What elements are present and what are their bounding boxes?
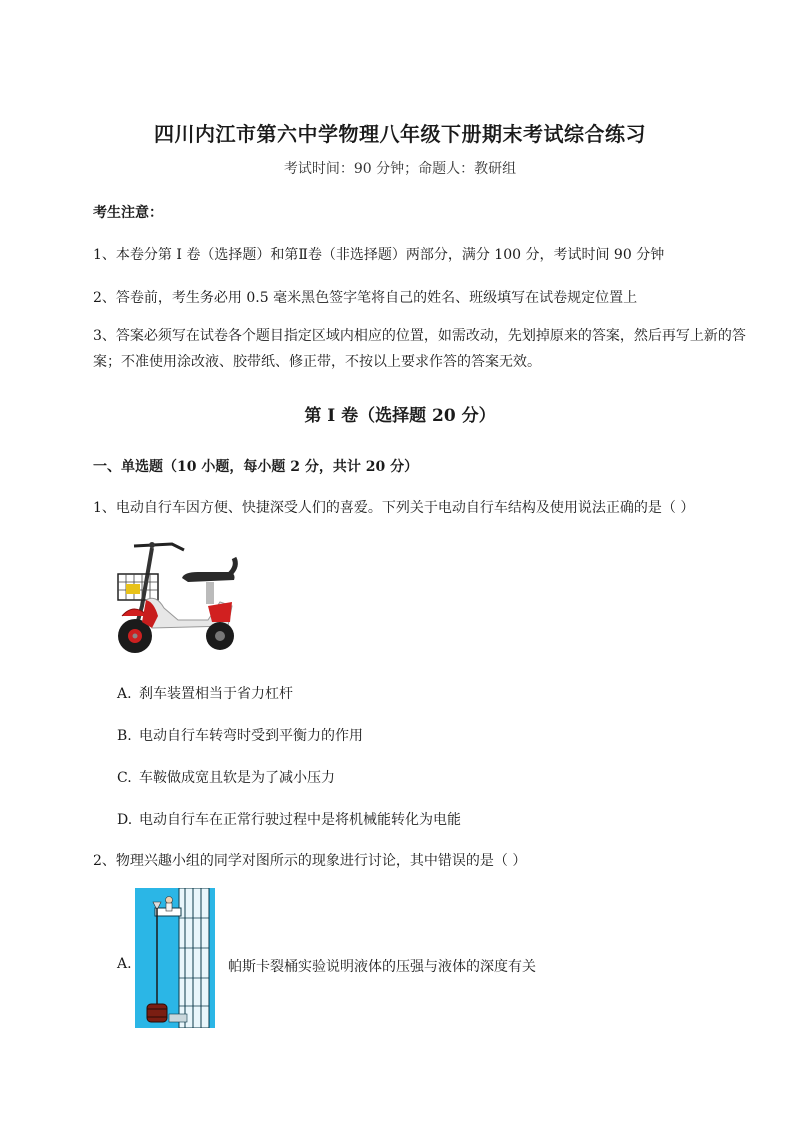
option-text: 电动自行车在正常行驶过程中是将机械能转化为电能: [139, 812, 461, 828]
notice-item-3: 3、答案必须写在试卷各个题目指定区域内相应的位置，如需改动，先划掉原来的答案，然后再写上新的答案；不准使用涂改液、胶带纸、修正带，不按以上要求作答的答案无效。: [93, 328, 746, 370]
option-letter: D.: [117, 812, 133, 828]
page-subtitle: 考试时间：90 分钟；命题人：教研组: [283, 161, 517, 177]
question-1-option-d[interactable]: [117, 809, 461, 829]
electric-scooter-image: [112, 536, 244, 660]
option-text: 车鞍做成宽且软是为了减小压力: [139, 770, 335, 786]
pascal-barrel-image: [135, 888, 215, 1028]
option-letter: C.: [117, 770, 132, 786]
question-1-stem: 1、电动自行车因方便、快捷深受人们的喜爱。下列关于电动自行车结构及使用说法正确的是（ ）: [93, 500, 695, 516]
question-2-option-a-text: 帕斯卡裂桶实验说明液体的压强与液体的深度有关: [228, 959, 536, 975]
part-title: 一、单选题（10 小题，每小题 2 分，共计 20 分）: [93, 459, 419, 475]
question-1-option-b[interactable]: [117, 725, 363, 745]
notice-item-1: 1、本卷分第 I 卷（选择题）和第Ⅱ卷（非选择题）两部分，满分 100 分，考试时间 90 分钟: [93, 247, 665, 263]
question-1-option-c[interactable]: [117, 767, 335, 787]
option-letter: A.: [117, 686, 132, 702]
option-letter: B.: [117, 728, 132, 744]
question-1-option-a[interactable]: [117, 683, 293, 703]
question-2-stem: 2、物理兴趣小组的同学对图所示的现象进行讨论，其中错误的是（ ）: [93, 853, 527, 869]
notice-heading: 考生注意：: [93, 205, 163, 221]
option-text: 电动自行车转弯时受到平衡力的作用: [139, 728, 363, 744]
option-letter: A.: [117, 956, 132, 972]
page-title: 四川内江市第六中学物理八年级下册期末考试综合练习: [154, 122, 646, 146]
section-title: 第 I 卷（选择题 20 分）: [304, 406, 496, 426]
option-text: 刹车装置相当于省力杠杆: [139, 686, 293, 702]
notice-item-2: 2、答卷前，考生务必用 0.5 毫米黑色签字笔将自己的姓名、班级填写在试卷规定位置上: [93, 290, 638, 306]
